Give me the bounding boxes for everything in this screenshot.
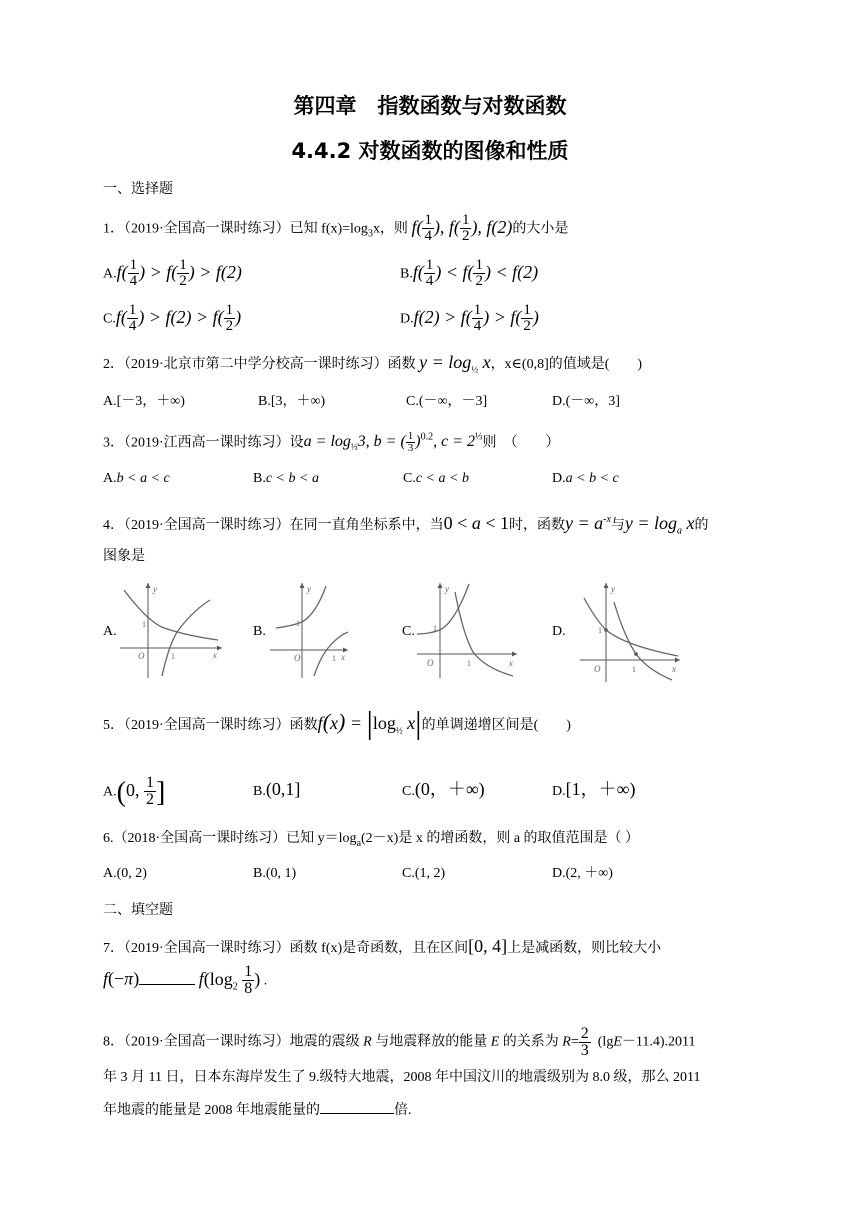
q1-option-b-formula: f( $\frac{1}{4}$ ) < f( $\frac{1}{2}$ ) < f(2)	[412, 257, 539, 289]
q4-graph-a[interactable]	[118, 580, 224, 680]
q2-text-post: ，x∈(0,8]的值域是( )	[490, 357, 643, 372]
section-heading-choice: 一、选择题	[103, 182, 173, 197]
q1-option-a-formula: f( $\frac{1}{4}$ ) > f( $\frac{1}{2}$ ) > f(2)	[116, 257, 242, 289]
q8-formula-r: R	[562, 1034, 571, 1050]
q1-option-a[interactable]	[103, 258, 242, 289]
svg-text:O: O	[594, 664, 601, 674]
q1-text-mid: x，则	[372, 221, 408, 237]
svg-text:1: 1	[296, 619, 300, 628]
q1-option-a-label: A.	[103, 266, 117, 282]
q7-lhs-arg: (−π)	[108, 968, 140, 989]
q4-graph-d[interactable]	[578, 580, 682, 684]
q3-option-a-label: A.	[103, 471, 117, 486]
q4-option-c-label[interactable]: C.	[402, 624, 415, 639]
question-8-line2: 年 3 月 11 日，日本东海岸发生了 9.级特大地震，2008 年中国汶川的地震级别为 8.0 级，那么 2011	[103, 1070, 701, 1085]
svg-text:1: 1	[433, 624, 437, 633]
q4-graph-b[interactable]	[268, 580, 350, 680]
q3-exp-b: 0.2	[420, 432, 434, 443]
q3-option-b-math: c < b < a	[265, 471, 319, 486]
svg-text:1: 1	[467, 659, 471, 668]
q1-option-d[interactable]	[400, 303, 539, 334]
q7-rhs: f	[198, 968, 204, 989]
q1-option-d-formula: f(2) > f( $\frac{1}{4}$ ) > f( $\frac{1}{2}$ )	[413, 302, 539, 334]
q5-option-c[interactable]	[402, 779, 485, 802]
svg-text:O: O	[138, 651, 145, 661]
svg-text:x: x	[672, 664, 676, 674]
q6-option-d[interactable]: D.(2, ＋∞)	[552, 866, 613, 881]
q2-option-a[interactable]: A.[－3，＋∞)	[103, 394, 185, 409]
q5-option-a-label: A.	[103, 784, 117, 800]
q4-graph-c[interactable]	[415, 580, 519, 680]
q8-var-e: E	[490, 1034, 500, 1050]
q3-option-d-label: D.	[552, 471, 566, 486]
question-5-stem	[103, 704, 571, 741]
q1-text-pre: 1．（2019·全国高一课时练习）已知 f(x)=log	[103, 221, 368, 237]
svg-text:1: 1	[632, 665, 636, 674]
q1-formula: f( $\frac{1}{4}$ ), f( $\frac{1}{2}$ ), f(2)	[411, 212, 513, 244]
q3-formula: $a = \log_{\frac{1}{3}}3$, b = ( $\frac{1}{3}$ )$^{0.2}$, $c = 2^{\frac{1}{3}}$	[303, 430, 483, 455]
q5-text-pre: 5．（2019·全国高一课时练习）函数	[103, 718, 318, 733]
q3-option-d[interactable]	[552, 469, 619, 489]
q8-answer-blank[interactable]	[320, 1113, 394, 1114]
svg-text:x: x	[341, 652, 345, 662]
q4-func2: $y = \log_a x$	[624, 513, 695, 537]
q5-option-d[interactable]	[552, 779, 635, 802]
svg-text:y: y	[611, 584, 615, 594]
q5-option-d-label: D.	[552, 784, 566, 799]
q2-text-pre: 2．（2019·北京市第二中学分校高一课时练习）函数	[103, 357, 416, 372]
q4-func1: $y = a^{-x}$	[564, 513, 611, 533]
q2-option-c[interactable]: C.(－∞，－3]	[406, 394, 488, 409]
q1-option-d-label: D.	[400, 311, 414, 327]
q8-var-r: R	[363, 1034, 372, 1050]
q8-text-mid: 与地震释放的能量	[375, 1034, 488, 1050]
q4-text-pre: 4．（2019·全国高一课时练习）在同一直角坐标系中，当	[103, 518, 444, 533]
q8-text-mid2: 的关系为	[502, 1034, 559, 1050]
q1-sub: 3	[367, 228, 373, 240]
q5-option-c-label: C.	[402, 784, 415, 799]
svg-text:x: x	[509, 658, 513, 668]
q5-option-a[interactable]	[103, 775, 165, 808]
svg-text:1: 1	[171, 652, 175, 661]
q8-line3-post: 倍.	[394, 1103, 412, 1118]
q6-option-b[interactable]: B.(0, 1)	[253, 866, 297, 881]
q8-fraction: $\frac{2}{3}$	[580, 1025, 589, 1059]
q7-text-post: 上是减函数，则比较大小	[507, 941, 662, 956]
q5-formula: $f(x) = |\log_{\frac{1}{2}}$ x|	[317, 704, 422, 740]
chapter-title: 第四章 指数函数与对数函数	[293, 94, 567, 118]
q2-option-d[interactable]: D.(－∞，3]	[552, 394, 620, 409]
q5-option-b-formula: (0,1]	[265, 779, 301, 799]
question-2-stem	[103, 352, 642, 380]
svg-text:y: y	[153, 584, 157, 594]
question-1-stem	[103, 213, 568, 244]
q5-option-b[interactable]	[253, 779, 300, 802]
q1-option-c[interactable]	[103, 303, 241, 334]
q2-option-b[interactable]: B.[3，＋∞)	[258, 394, 326, 409]
q3-option-d-math: a < b < c	[565, 471, 619, 486]
q4-text-mid: 时，函数	[508, 518, 565, 533]
svg-text:1: 1	[332, 654, 336, 663]
q5-option-a-formula: (0, $\frac{1}{2}$ ]	[116, 774, 166, 808]
q1-option-b[interactable]	[400, 258, 538, 289]
q7-lhs: f	[103, 968, 109, 989]
question-8-line3	[103, 1101, 412, 1121]
svg-text:1: 1	[598, 626, 602, 635]
svg-text:1: 1	[142, 620, 146, 629]
q6-sub: a	[356, 837, 362, 849]
svg-text:O: O	[294, 653, 301, 663]
q3-option-c-math: c < a < b	[415, 471, 469, 486]
svg-text:y: y	[445, 584, 449, 594]
q6-option-c[interactable]: C.(1, 2)	[402, 866, 446, 881]
q8-text-pre: 8．（2019·全国高一课时练习）地震的震级	[103, 1034, 360, 1050]
q6-option-a[interactable]: A.(0, 2)	[103, 866, 147, 881]
section-heading-fill: 二、填空题	[103, 903, 173, 918]
q3-option-c[interactable]	[403, 469, 469, 489]
q4-option-a-label[interactable]: A.	[103, 624, 117, 639]
q5-option-c-formula: (0，＋∞)	[414, 779, 485, 799]
svg-text:x: x	[213, 650, 217, 660]
q1-option-b-label: B.	[400, 266, 413, 282]
q8-text-post: (lg	[597, 1034, 614, 1050]
q4-option-d-label[interactable]: D.	[552, 624, 566, 639]
q1-option-c-label: C.	[103, 311, 116, 327]
q2-formula: $y = \log_{\frac{1}{2}} x$	[419, 352, 491, 375]
question-7-stem	[103, 936, 661, 959]
q3-text-pre: 3．（2019·江西高一课时练习）设	[103, 435, 304, 451]
question-3-stem	[103, 428, 560, 458]
svg-text:y: y	[307, 584, 311, 594]
svg-text:O: O	[427, 658, 434, 668]
q8-var-e2: E	[613, 1034, 622, 1050]
question-4-stem-line2: 图象是	[103, 549, 145, 564]
q4-text-and: 与	[610, 518, 625, 533]
section-title: 4.4.2 对数函数的图像和性质	[291, 139, 569, 163]
q8-line3-pre: 年地震的能量是 2008 年地震能量的	[103, 1103, 320, 1118]
q3-option-a-math: b < a < c	[116, 471, 170, 486]
question-4-stem	[103, 510, 709, 542]
q6-text-pre: 6.（2018·全国高一课时练习）已知 y＝log	[103, 831, 357, 846]
question-6-stem	[103, 829, 639, 854]
q3-option-c-label: C.	[403, 471, 416, 486]
question-8-line1: 8．（2019·全国高一课时练习）地震的震级 R 与地震释放的能量 E 的关系为 R= $\frac{2}{3}$ (lgE－11.4).2011	[103, 1025, 696, 1059]
q7-answer-blank[interactable]	[139, 984, 195, 985]
q6-text-post: (2－x)是 x 的增函数，则 a 的取值范围是（ ）	[361, 831, 640, 846]
q7-interval: [0, 4]	[468, 936, 508, 956]
q4-cond: 0 < a < 1	[443, 513, 509, 533]
q4-option-b-label[interactable]: B.	[253, 624, 266, 639]
q5-option-b-label: B.	[253, 784, 266, 799]
question-7-formula: f(−π) $f(\log_2$ $\frac{1}{8}$ ) .	[103, 963, 268, 997]
q4-text-post: 的	[694, 518, 709, 533]
q1-option-c-formula: f( $\frac{1}{4}$ ) > f(2) > f( $\frac{1}{2}$ )	[115, 302, 242, 334]
q3-option-b-label: B.	[253, 471, 266, 486]
q3-text-post: 则 （ ）	[482, 435, 560, 451]
q1-text-post: 的大小是	[512, 221, 569, 237]
q3-option-b[interactable]	[253, 469, 319, 489]
q5-text-post: 的单调递增区间是( )	[421, 718, 571, 733]
q3-option-a[interactable]	[103, 469, 170, 489]
q5-option-d-formula: [1，＋∞)	[565, 779, 636, 799]
q8-text-end: －11.4).2011	[621, 1034, 696, 1050]
q7-rhs-arg: ($\log_2$ $\frac{1}{8}$ )	[203, 963, 261, 997]
q7-text-pre: 7．（2019·全国高一课时练习）函数 f(x)是奇函数，且在区间	[103, 941, 469, 956]
